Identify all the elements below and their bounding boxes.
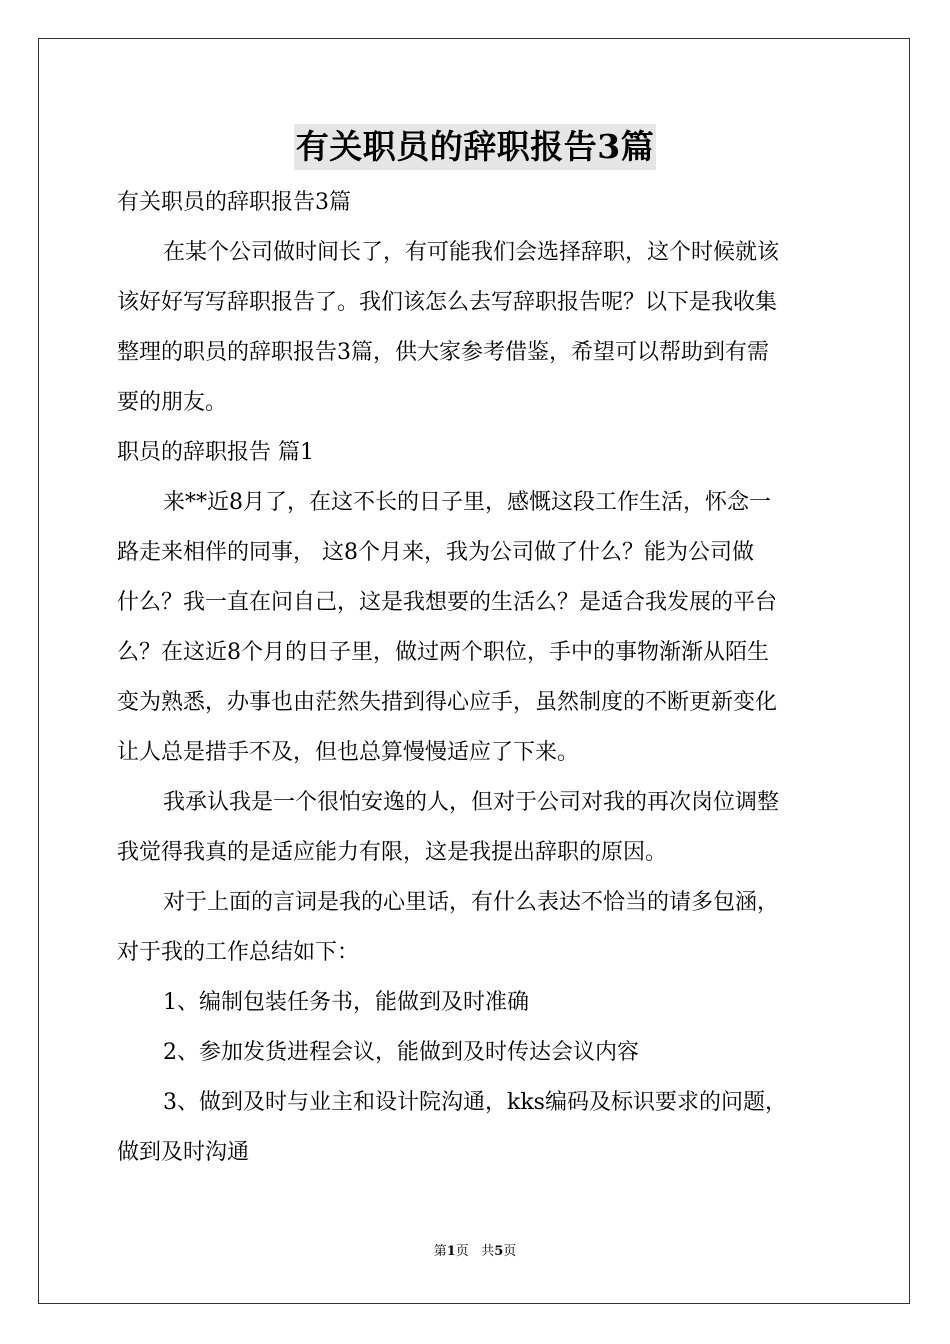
title-container (0, 124, 950, 170)
paragraph-line: 么？在这近8个月的日子里，做过两个职位，手中的事物渐渐从陌生 (117, 640, 769, 665)
current-page-number: 1 (446, 1244, 456, 1259)
total-label-suffix: 页 (503, 1244, 517, 1259)
paragraph-line: 在某个公司做时间长了，有可能我们会选择辞职，这个时候就该 (163, 240, 780, 265)
page-label-prefix: 第 (433, 1244, 447, 1259)
paragraph-line: 要的朋友。 (117, 390, 228, 415)
subtitle-line: 有关职员的辞职报告3篇 (117, 190, 351, 215)
page-footer (0, 1243, 950, 1261)
paragraph-line: 我承认我是一个很怕安逸的人，但对于公司对我的再次岗位调整 (163, 790, 780, 815)
paragraph-line: 什么？我一直在问自己，这是我想要的生活么？是适合我发展的平台 (117, 590, 778, 615)
paragraph-line: 对于我的工作总结如下： (117, 940, 360, 965)
section-heading: 职员的辞职报告 篇1 (117, 440, 314, 465)
list-item-continuation: 做到及时沟通 (117, 1140, 250, 1165)
total-label-prefix: 共 (481, 1244, 495, 1259)
paragraph-line: 来**近8月了，在这不长的日子里，感慨这段工作生活，怀念一 (163, 490, 771, 515)
list-item: 2、参加发货进程会议，能做到及时传达会议内容 (163, 1040, 639, 1065)
list-item: 1、编制包装任务书，能做到及时准确 (163, 990, 529, 1015)
paragraph-line: 我觉得我真的是适应能力有限，这是我提出辞职的原因。 (117, 840, 668, 865)
document-title: 有关职员的辞职报告3篇 (294, 124, 656, 170)
paragraph-line: 对于上面的言词是我的心里话，有什么表达不恰当的请多包涵， (163, 890, 780, 915)
paragraph-line: 路走来相伴的同事， 这8个月来，我为公司做了什么？能为公司做 (117, 540, 754, 565)
paragraph-line: 整理的职员的辞职报告3篇，供大家参考借鉴，希望可以帮助到有需 (117, 340, 769, 365)
paragraph-line: 让人总是措手不及，但也总算慢慢适应了下来。 (117, 740, 580, 765)
list-item: 3、做到及时与业主和设计院沟通，kks编码及标识要求的问题， (163, 1090, 787, 1115)
page-label-suffix: 页 (455, 1244, 469, 1259)
paragraph-line: 变为熟悉，办事也由茫然失措到得心应手，虽然制度的不断更新变化 (117, 690, 778, 715)
total-page-number: 5 (494, 1244, 504, 1259)
document-body (117, 178, 833, 1178)
paragraph-line: 该好好写写辞职报告了。我们该怎么去写辞职报告呢？以下是我收集 (117, 290, 778, 315)
